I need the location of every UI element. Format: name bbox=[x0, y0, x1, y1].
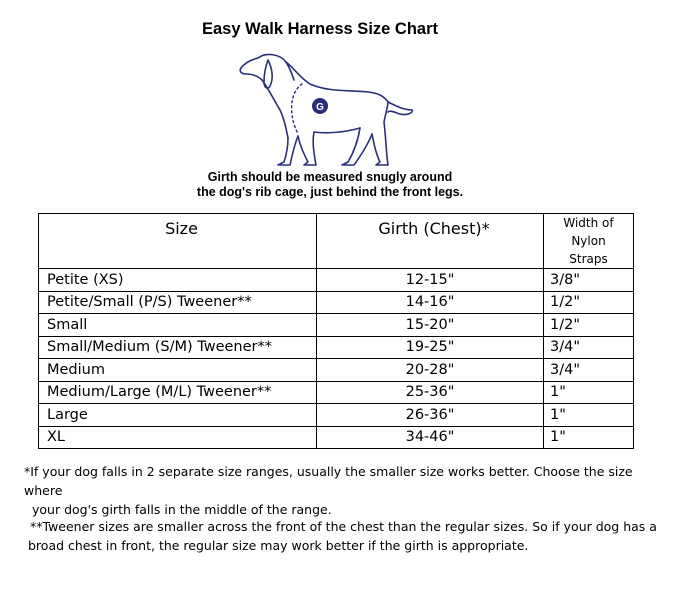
girth-note-line2: the dog's rib cage, just behind the front legs. bbox=[196, 185, 464, 199]
table-row bbox=[39, 269, 634, 292]
header-width-line3: Straps bbox=[569, 252, 608, 266]
dog-front-leg-outline bbox=[278, 136, 298, 165]
tweener-footnote bbox=[30, 517, 670, 555]
strap-width-cell: 1" bbox=[544, 381, 634, 404]
header-girth: Girth (Chest)* bbox=[317, 214, 544, 269]
footnote2-line1: **Tweener sizes are smaller across the front of the chest than the regular sizes. So if your dog has a bbox=[30, 519, 657, 534]
size-cell: Small bbox=[39, 314, 317, 337]
strap-width-cell: 1" bbox=[544, 426, 634, 449]
size-chart-table bbox=[38, 213, 634, 449]
header-size: Size bbox=[39, 214, 317, 269]
girth-cell: 14-16" bbox=[317, 291, 544, 314]
girth-cell: 26-36" bbox=[317, 404, 544, 427]
header-width-line2: Nylon bbox=[571, 234, 606, 248]
girth-measure-note bbox=[180, 170, 480, 200]
dog-illustration bbox=[228, 48, 418, 170]
girth-cell: 34-46" bbox=[317, 426, 544, 449]
table-row bbox=[39, 404, 634, 427]
girth-measure-line bbox=[292, 84, 302, 134]
dog-chest-outline bbox=[262, 80, 288, 138]
size-cell: Small/Medium (S/M) Tweener** bbox=[39, 336, 317, 359]
footnote1-line2: your dog's girth falls in the middle of the range. bbox=[32, 502, 332, 517]
strap-width-cell: 3/4" bbox=[544, 336, 634, 359]
dog-belly-outline bbox=[314, 128, 360, 133]
table-header-row bbox=[39, 214, 634, 269]
dog-back-outline bbox=[286, 62, 388, 102]
size-cell: Petite/Small (P/S) Tweener** bbox=[39, 291, 317, 314]
strap-width-cell: 1" bbox=[544, 404, 634, 427]
girth-marker-label: G bbox=[316, 102, 324, 113]
girth-cell: 15-20" bbox=[317, 314, 544, 337]
table-row bbox=[39, 426, 634, 449]
header-strap-width bbox=[544, 214, 634, 269]
chart-title: Easy Walk Harness Size Chart bbox=[202, 20, 438, 38]
size-cell: Petite (XS) bbox=[39, 269, 317, 292]
footnote2-line2: broad chest in front, the regular size may work better if the girth is appropriate. bbox=[28, 538, 529, 553]
size-cell: Medium bbox=[39, 359, 317, 382]
size-cell: Large bbox=[39, 404, 317, 427]
table-row bbox=[39, 291, 634, 314]
size-cell: Medium/Large (M/L) Tweener** bbox=[39, 381, 317, 404]
table-row bbox=[39, 381, 634, 404]
table-row bbox=[39, 359, 634, 382]
footnote1-line1: *If your dog falls in 2 separate size ranges, usually the smaller size works better. Choose the size where bbox=[24, 464, 633, 498]
table-row bbox=[39, 314, 634, 337]
girth-cell: 25-36" bbox=[317, 381, 544, 404]
strap-width-cell: 3/4" bbox=[544, 359, 634, 382]
strap-width-cell: 1/2" bbox=[544, 291, 634, 314]
dog-hind-leg2-outline bbox=[372, 102, 388, 165]
strap-width-cell: 3/8" bbox=[544, 269, 634, 292]
girth-note-line1: Girth should be measured snugly around bbox=[207, 170, 453, 184]
size-cell: XL bbox=[39, 426, 317, 449]
girth-cell: 19-25" bbox=[317, 336, 544, 359]
dog-hind-leg-outline bbox=[342, 128, 372, 165]
dog-head-outline bbox=[258, 55, 294, 80]
girth-cell: 12-15" bbox=[317, 269, 544, 292]
dog-front-leg2-outline bbox=[298, 132, 316, 165]
size-range-footnote bbox=[24, 462, 674, 519]
header-width-line1: Width of bbox=[563, 216, 614, 230]
dog-tail-outline bbox=[388, 102, 412, 115]
dog-muzzle-outline bbox=[240, 58, 262, 80]
table-row bbox=[39, 336, 634, 359]
girth-cell: 20-28" bbox=[317, 359, 544, 382]
strap-width-cell: 1/2" bbox=[544, 314, 634, 337]
